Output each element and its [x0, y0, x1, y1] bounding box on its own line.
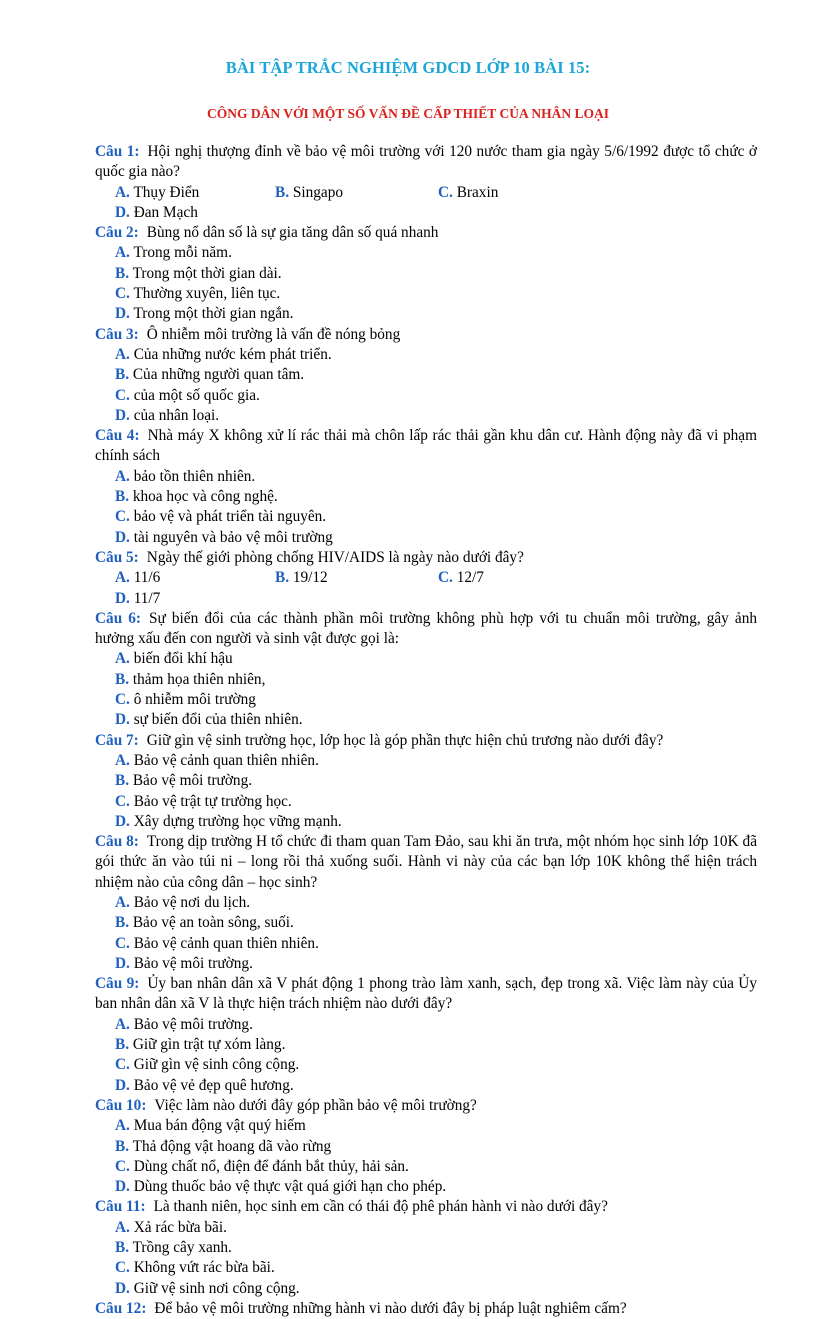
option-text: ô nhiễm môi trường	[133, 691, 256, 709]
option-text: Bảo vệ trật tự trường học.	[133, 792, 292, 810]
option-letter: B.	[115, 1036, 130, 1054]
option-letter: B.	[115, 488, 130, 506]
answer-option	[115, 1055, 438, 1075]
question-stem	[95, 974, 757, 1015]
answer-option	[115, 670, 438, 690]
option-letter: A.	[115, 244, 130, 262]
answer-option	[115, 487, 438, 507]
question-stem	[95, 1096, 757, 1116]
answer-option	[115, 1116, 757, 1136]
option-text: bảo tồn thiên nhiên.	[133, 467, 256, 485]
option-letter: D.	[115, 528, 130, 546]
option-text: sự biến đổi của thiên nhiên.	[133, 711, 303, 729]
option-text: Của những người quan tâm.	[132, 366, 305, 384]
option-text: Bảo vệ môi trường.	[133, 1015, 253, 1033]
question-number: Câu 9:	[95, 975, 140, 993]
answer-option	[115, 1157, 757, 1177]
answer-option	[115, 792, 438, 812]
option-text: của một số quốc gia.	[133, 386, 260, 404]
answer-option	[115, 183, 275, 203]
question	[95, 426, 757, 548]
option-letter: A.	[115, 569, 130, 587]
option-letter: D.	[115, 812, 130, 830]
question	[95, 142, 757, 223]
question	[95, 548, 757, 609]
option-letter: C.	[438, 569, 453, 587]
question-stem	[95, 832, 757, 893]
question-text: Sự biến đổi của các thành phần môi trường không phù hợp với tu chuẩn môi trường, gây ảnh hưởng xấu đến con người và sinh vật được gọi là:	[95, 609, 757, 648]
question-number: Câu 10:	[95, 1096, 147, 1114]
answer-option	[115, 304, 438, 324]
answer-option	[438, 183, 600, 203]
question-text: Nhà máy X không xử lí rác thải mà chôn lấp rác thải gần khu dân cư. Hành động này đã vi phạm chính sách	[95, 427, 757, 465]
option-text: Bảo vệ môi trường.	[133, 954, 253, 972]
answer-option	[115, 1137, 757, 1157]
option-letter: C.	[115, 1157, 130, 1175]
answer-option	[115, 386, 438, 406]
option-text: Thả động vật hoang dã vào rừng	[132, 1137, 332, 1155]
question	[95, 1299, 757, 1319]
answer-option	[115, 568, 275, 588]
option-text: Bảo vệ cảnh quan thiên nhiên.	[133, 751, 319, 769]
question	[95, 1197, 757, 1298]
option-letter: D.	[115, 203, 130, 221]
option-text: Thường xuyên, liên tục.	[133, 285, 281, 303]
option-letter: D.	[115, 954, 130, 972]
option-text: Bảo vệ cảnh quan thiên nhiên.	[133, 934, 319, 952]
question-number: Câu 5:	[95, 548, 139, 566]
answer-options	[95, 1218, 757, 1299]
option-letter: C.	[115, 1259, 130, 1277]
answer-option	[115, 1258, 438, 1278]
question-text: Ngày thế giới phòng chống HIV/AIDS là ngày nào dưới đây?	[146, 548, 524, 566]
question-stem	[95, 548, 757, 568]
question-list	[95, 142, 757, 1319]
question-stem	[95, 426, 757, 467]
option-text: Giữ gìn trật tự xóm làng.	[132, 1036, 286, 1054]
question-text: Việc làm nào dưới đây góp phần bảo vệ môi trường?	[154, 1096, 477, 1114]
answer-options	[95, 183, 757, 224]
option-letter: D.	[115, 1279, 130, 1297]
question-number: Câu 12:	[95, 1299, 147, 1317]
question-text: Để bảo vệ môi trường những hành vi nào dưới đây bị pháp luật nghiêm cấm?	[154, 1299, 627, 1317]
question-text: Là thanh niên, học sinh em cần có thái độ phê phán hành vi nào dưới đây?	[153, 1198, 608, 1216]
option-letter: C.	[115, 285, 130, 303]
option-text: Xây dựng trường học vững mạnh.	[133, 812, 342, 830]
option-text: khoa học và công nghệ.	[132, 488, 278, 506]
option-letter: A.	[115, 345, 130, 363]
option-text: Đan Mạch	[133, 203, 198, 221]
option-text: tài nguyên và bảo vệ môi trường	[133, 528, 333, 546]
option-text: Bảo vệ an toàn sông, suối.	[132, 914, 294, 932]
answer-options	[95, 243, 757, 324]
answer-options	[95, 568, 757, 609]
question	[95, 223, 757, 324]
answer-option	[115, 284, 438, 304]
answer-option	[115, 467, 438, 487]
option-text: Trong một thời gian ngắn.	[133, 305, 294, 323]
question-number: Câu 7:	[95, 731, 139, 749]
question-stem	[95, 731, 757, 751]
option-letter: C.	[115, 934, 130, 952]
answer-option	[275, 568, 438, 588]
answer-options	[95, 893, 757, 974]
question	[95, 974, 757, 1096]
page-subtitle: CÔNG DÂN VỚI MỘT SỐ VẤN ĐỀ CẤP THIẾT CỦA NHÂN LOẠI	[207, 106, 609, 121]
option-letter: A.	[115, 893, 130, 911]
option-text: Trong mỗi năm.	[133, 244, 232, 262]
option-letter: B.	[275, 183, 290, 201]
answer-option	[115, 203, 276, 223]
option-text: biến đổi khí hậu	[133, 650, 233, 668]
option-text: Dùng thuốc bảo vệ thực vật quá giới hạn cho phép.	[133, 1178, 447, 1196]
answer-option	[115, 1218, 438, 1238]
answer-option	[115, 589, 276, 609]
question-text: Bùng nổ dân số là sự gia tăng dân số quá nhanh	[146, 224, 439, 242]
option-letter: A.	[115, 183, 130, 201]
question-number: Câu 1:	[95, 143, 140, 160]
option-text: Bảo vệ nơi du lịch.	[133, 893, 251, 911]
option-letter: C.	[115, 1056, 130, 1074]
answer-option	[115, 690, 438, 710]
option-text: Thụy Điển	[133, 183, 200, 201]
option-text: thảm họa thiên nhiên,	[132, 670, 266, 688]
answer-option	[115, 771, 438, 791]
option-letter: C.	[115, 508, 130, 526]
option-text: Dùng chất nổ, điện để đánh bắt thủy, hải sản.	[133, 1157, 409, 1175]
question-stem	[95, 1197, 757, 1217]
question	[95, 325, 757, 426]
option-text: của nhân loại.	[133, 406, 220, 424]
answer-option	[115, 1015, 438, 1035]
option-text: 12/7	[456, 569, 484, 587]
option-text: Không vứt rác bừa bãi.	[133, 1259, 275, 1277]
question-number: Câu 3:	[95, 325, 139, 343]
question-number: Câu 6:	[95, 609, 142, 627]
answer-options	[95, 649, 757, 730]
answer-option	[115, 243, 438, 263]
answer-option	[115, 1177, 757, 1197]
question-text: Giữ gìn vệ sinh trường học, lớp học là góp phần thực hiện chủ trương nào dưới đây?	[146, 731, 664, 749]
option-text: Trồng cây xanh.	[132, 1239, 232, 1257]
question	[95, 609, 757, 731]
answer-option	[115, 913, 438, 933]
option-letter: A.	[115, 650, 130, 668]
answer-options	[95, 345, 757, 426]
option-letter: D.	[115, 589, 130, 607]
option-text: 11/7	[133, 589, 161, 607]
answer-option	[115, 345, 438, 365]
option-letter: D.	[115, 305, 130, 323]
option-letter: B.	[115, 1239, 130, 1257]
option-text: 19/12	[292, 569, 328, 587]
option-text: bảo vệ và phát triển tài nguyên.	[133, 508, 327, 526]
option-text: Mua bán động vật quý hiếm	[133, 1117, 306, 1135]
question-number: Câu 4:	[95, 427, 140, 445]
question-stem	[95, 142, 757, 183]
question	[95, 731, 757, 832]
question-text: Ô nhiễm môi trường là vấn đề nóng bỏng	[146, 325, 401, 343]
option-letter: B.	[115, 914, 130, 932]
option-letter: A.	[115, 751, 130, 769]
answer-option	[115, 934, 438, 954]
answer-option	[115, 264, 438, 284]
question-stem	[95, 1299, 757, 1319]
option-letter: A.	[115, 467, 130, 485]
answer-option	[115, 406, 438, 426]
option-text: Xả rác bừa bãi.	[133, 1218, 227, 1236]
answer-option	[115, 954, 438, 974]
option-letter: D.	[115, 1178, 130, 1196]
question-number: Câu 11:	[95, 1198, 146, 1216]
option-letter: B.	[115, 772, 130, 790]
question-text: Hội nghị thượng đỉnh về bảo vệ môi trường với 120 nước tham gia ngày 5/6/1992 được tổ chức ở quốc gia nào?	[95, 143, 757, 181]
question-stem	[95, 223, 757, 243]
answer-option	[115, 812, 438, 832]
option-letter: C.	[438, 183, 453, 201]
answer-options	[95, 1116, 757, 1197]
question-number: Câu 8:	[95, 833, 139, 851]
answer-option	[115, 1035, 438, 1055]
answer-option	[115, 710, 438, 730]
option-letter: B.	[275, 569, 290, 587]
option-letter: A.	[115, 1117, 130, 1135]
answer-option	[115, 528, 438, 548]
question	[95, 832, 757, 974]
option-letter: B.	[115, 670, 130, 688]
option-text: Bảo vệ vẻ đẹp quê hương.	[133, 1076, 294, 1094]
question-number: Câu 2:	[95, 224, 139, 242]
option-text: Bảo vệ môi trường.	[132, 772, 253, 790]
answer-option	[115, 751, 438, 771]
answer-options	[95, 467, 757, 548]
option-letter: C.	[115, 386, 130, 404]
answer-option	[115, 893, 438, 913]
question-stem	[95, 325, 757, 345]
option-letter: D.	[115, 406, 130, 424]
option-letter: D.	[115, 711, 130, 729]
answer-option	[115, 649, 438, 669]
question-text: Trong dịp trường H tổ chức đi tham quan Tam Đảo, sau khi ăn trưa, một nhóm học sinh lớp 10K đã gói thức ăn vào túi ni – long rồi thả xuống suối. Hành vi này của các bạn lớp 10K không thể hiện trách nhiệm nào của công dân – học sinh?	[95, 833, 757, 891]
answer-options	[95, 751, 757, 832]
option-letter: B.	[115, 1137, 130, 1155]
question-stem	[95, 609, 757, 650]
answer-option	[115, 507, 438, 527]
answer-option	[115, 1279, 438, 1299]
question	[95, 1096, 757, 1197]
page-title: BÀI TẬP TRẮC NGHIỆM GDCD LỚP 10 BÀI 15:	[225, 58, 591, 77]
option-letter: C.	[115, 691, 130, 709]
option-letter: B.	[115, 264, 130, 282]
answer-option	[438, 568, 600, 588]
answer-option	[115, 1238, 438, 1258]
option-text: Trong một thời gian dài.	[132, 264, 282, 282]
option-text: Giữ gìn vệ sinh công cộng.	[133, 1056, 300, 1074]
answer-option	[115, 365, 438, 385]
option-letter: D.	[115, 1076, 130, 1094]
question-text: Ủy ban nhân dân xã V phát động 1 phong trào làm xanh, sạch, đẹp trong xã. Việc làm này của Ủy ban nhân dân xã V là thực hiện trách nhiệm nào dưới đây?	[95, 975, 757, 1013]
answer-option	[115, 1076, 438, 1096]
answer-option	[275, 183, 438, 203]
option-text: Singapo	[292, 183, 343, 201]
option-text: Của những nước kém phát triển.	[133, 345, 332, 363]
option-letter: C.	[115, 792, 130, 810]
option-letter: A.	[115, 1218, 130, 1236]
option-letter: A.	[115, 1015, 130, 1033]
answer-options	[95, 1015, 757, 1096]
option-letter: B.	[115, 366, 130, 384]
option-text: 11/6	[133, 569, 161, 587]
option-text: Braxin	[456, 183, 499, 201]
option-text: Giữ vệ sinh nơi công cộng.	[133, 1279, 300, 1297]
